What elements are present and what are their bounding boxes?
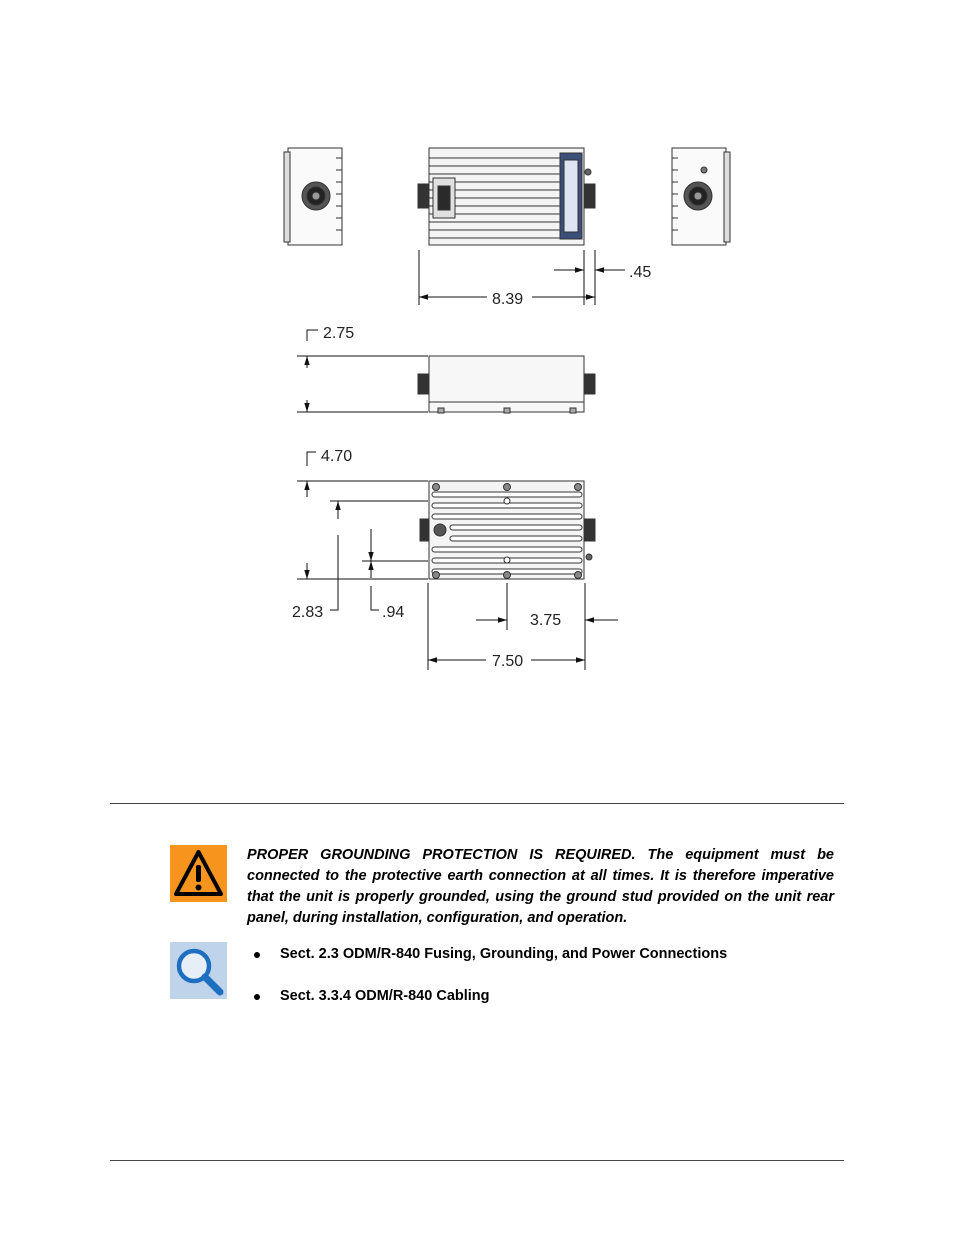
bottom-view: [420, 481, 595, 579]
top-view: [418, 148, 595, 245]
grounding-warning-text: PROPER GROUNDING PROTECTION IS REQUIRED. The equipment must be connected to the protective earth connection at all times. It is therefore imperative that the unit is properly grounded, using the ground stud provided on the unit rear panel, during installation, configuration, and operation.: [247, 847, 834, 926]
dim-mount-x-half: 3.75: [530, 612, 562, 629]
footer-divider: [110, 1160, 844, 1161]
reference-list: [252, 944, 727, 1028]
reference-item: [252, 986, 727, 1028]
bullet: [254, 994, 260, 1000]
dim-mount-y-outer: 2.83: [292, 604, 324, 621]
side-view: [418, 356, 595, 413]
dim-length: 8.39: [492, 291, 524, 308]
dim-mount-y-inner: .94: [382, 604, 405, 621]
reference-item: [252, 944, 727, 986]
magnifier-icon: [170, 942, 227, 999]
reference-label: Sect. 2.3 ODM/R-840 Fusing, Grounding, and Power Connections: [280, 946, 728, 962]
bullet: [254, 952, 260, 958]
dim-rear-offset: .45: [629, 264, 652, 281]
dim-height: 2.75: [323, 325, 355, 342]
reference-label: Sect. 3.3.4 ODM/R-840 Cabling: [280, 988, 490, 1004]
warning-icon: [170, 845, 227, 902]
right-end-view: [672, 148, 730, 245]
section-divider: [110, 803, 844, 804]
left-end-view: [284, 148, 342, 245]
dim-mount-x: 7.50: [492, 653, 524, 670]
dim-width: 4.70: [321, 448, 353, 465]
